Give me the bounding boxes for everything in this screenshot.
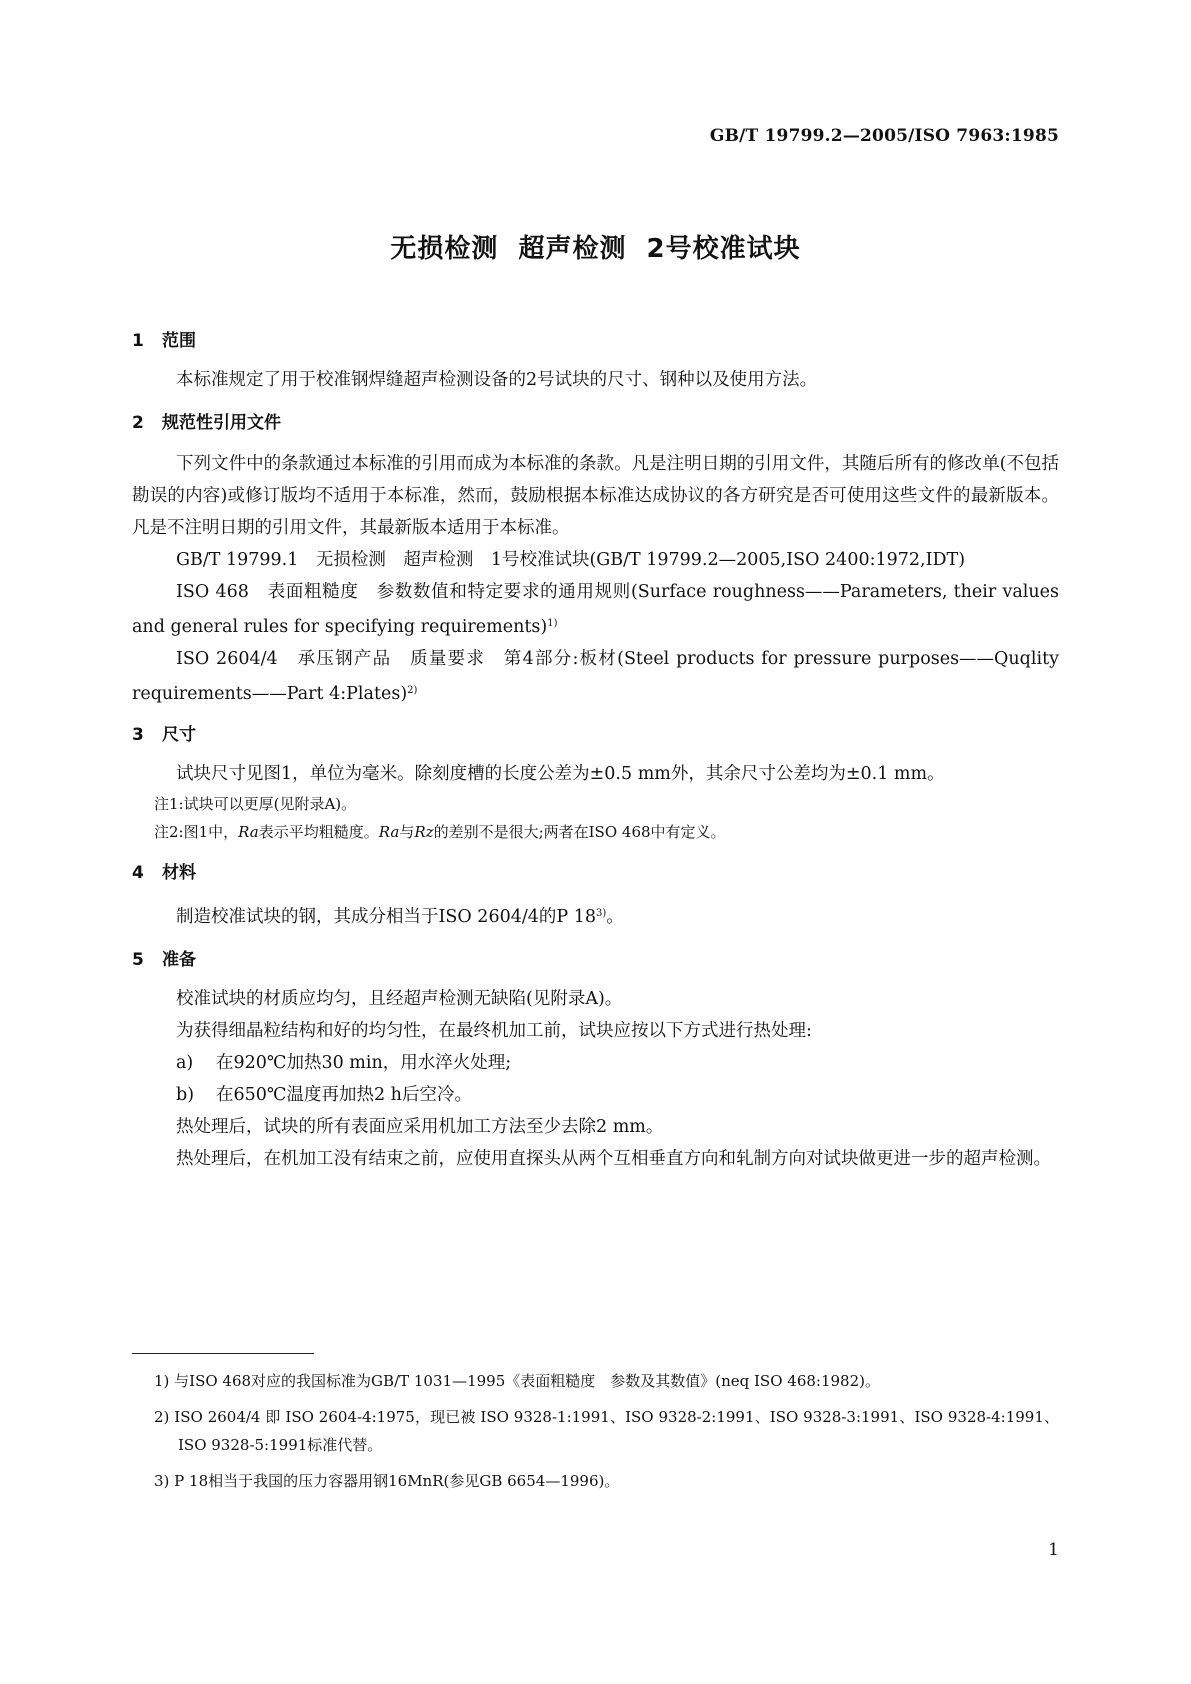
note-text: 表示平均粗糙度。 <box>258 823 379 841</box>
section-title: 尺寸 <box>162 725 196 745</box>
reference-iso-468 <box>132 576 1059 643</box>
rz-symbol: Rz <box>414 823 434 841</box>
footnote-2: 2) ISO 2604/4 即 ISO 2604-4:1975，现已被 ISO 9328-1:1991、ISO 9328-2:1991、ISO 9328-3:1991、ISO 9328-4:1991、ISO 9328-5:1991标准代替。 <box>154 1408 1059 1454</box>
section-1-paragraph: 本标准规定了用于校准钢焊缝超声检测设备的2号试块的尺寸、钢种以及使用方法。 <box>176 370 818 390</box>
note-text: 的差别不是很大;两者在ISO 468中有定义。 <box>433 823 726 841</box>
section-number: 3 <box>132 725 144 745</box>
list-label: a) <box>176 1053 194 1073</box>
list-label: b) <box>176 1085 195 1105</box>
page-number: 1 <box>1048 1540 1059 1560</box>
footnote-1: 1) 与ISO 468对应的我国标准为GB/T 1031—1995《表面粗糙度 参数及其数值》(neq ISO 468:1982)。 <box>154 1372 880 1390</box>
section-5-paragraph-2: 为获得细晶粒结构和好的均匀性，在最终机加工前，试块应按以下方式进行热处理: <box>176 1021 812 1041</box>
list-item-a <box>132 1047 1059 1079</box>
footnote-3: 3) P 18相当于我国的压力容器用钢16MnR(参见GB 6654—1996)。 <box>154 1472 620 1490</box>
note-1: 注1:试块可以更厚(见附录A)。 <box>154 795 357 813</box>
document-title: 无损检测 超声检测 2号校准试块 <box>390 234 801 264</box>
reference-iso-2604-4 <box>132 643 1059 710</box>
note-2 <box>132 818 1059 846</box>
section-number: 1 <box>132 331 144 351</box>
footnote-divider <box>132 1353 314 1354</box>
section-4-heading <box>132 862 1059 884</box>
section-3-heading <box>132 724 1059 746</box>
note-text: 与 <box>399 823 415 841</box>
section-title: 准备 <box>162 950 196 970</box>
section-2-paragraph: 下列文件中的条款通过本标准的引用而成为本标准的条款。凡是注明日期的引用文件，其随后所有的修改单(不包括勘误的内容)或修订版均不适用于本标准，然而，鼓励根据本标准达成协议的各方研究是否可使用这些文件的最新版本。凡是不注明日期的引用文件，其最新版本适用于本标准。 <box>132 454 1059 538</box>
section-4-paragraph <box>132 898 1059 933</box>
section-number: 5 <box>132 950 144 970</box>
footnote-marker: 1) <box>547 618 558 629</box>
footnote-marker: 2) <box>407 685 418 696</box>
standard-number-header: GB/T 19799.2—2005/ISO 7963:1985 <box>709 126 1059 146</box>
section-5-paragraph-3: 热处理后，试块的所有表面应采用机加工方法至少去除2 mm。 <box>176 1117 664 1137</box>
footnote-marker: 3) <box>595 908 607 919</box>
list-text: 在920℃加热30 min，用水淬火处理; <box>216 1053 512 1073</box>
reference-gbt-19799-1: GB/T 19799.1 无损检测 超声检测 1号校准试块(GB/T 19799.2—2005,ISO 2400:1972,IDT) <box>176 550 966 570</box>
document-body <box>132 330 1059 1175</box>
note-text: 注2:图1中， <box>154 823 239 841</box>
section-1-heading <box>132 330 1059 352</box>
section-5-paragraph-1: 校准试块的材质应均匀，且经超声检测无缺陷(见附录A)。 <box>176 989 623 1009</box>
section-title: 材料 <box>162 863 196 883</box>
paragraph-text: 制造校准试块的钢，其成分相当于ISO 2604/4的P 18 <box>176 907 596 927</box>
ra-symbol: Ra <box>378 823 400 841</box>
footnotes <box>154 1367 1059 1503</box>
section-title: 规范性引用文件 <box>162 413 281 433</box>
section-title: 范围 <box>162 331 196 351</box>
section-2-heading <box>132 412 1059 434</box>
reference-text: ISO 2604/4 承压钢产品 质量要求 第4部分:板材(Steel products for pressure purposes——Quqlity requirements——Part 4:Plates) <box>132 649 1059 704</box>
list-item-b <box>132 1079 1059 1111</box>
section-5-heading <box>132 949 1059 971</box>
ra-symbol: Ra <box>238 823 259 841</box>
section-3-paragraph: 试块尺寸见图1，单位为毫米。除刻度槽的长度公差为±0.5 mm外，其余尺寸公差均为±0.1 mm。 <box>176 764 945 784</box>
section-number: 2 <box>132 413 144 433</box>
list-text: 在650℃温度再加热2 h后空冷。 <box>216 1085 472 1105</box>
section-5-paragraph-4: 热处理后，在机加工没有结束之前，应使用直探头从两个互相垂直方向和轧制方向对试块做更进一步的超声检测。 <box>176 1149 1051 1169</box>
reference-text: ISO 468 表面粗糙度 参数数值和特定要求的通用规则(Surface roughness——Parameters, their values and general rules for specifying requirements) <box>132 582 1059 637</box>
paragraph-text: 。 <box>606 907 624 927</box>
section-number: 4 <box>132 863 144 883</box>
